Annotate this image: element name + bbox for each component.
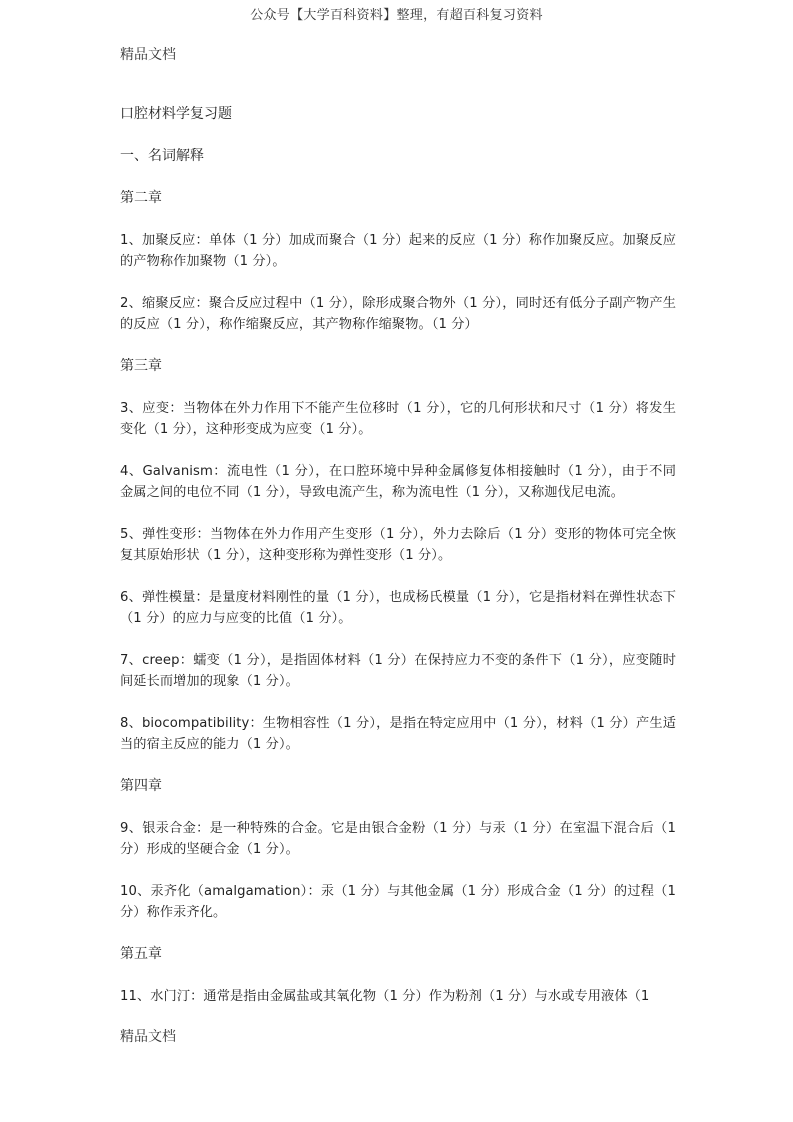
definition-item: 9、银汞合金：是一种特殊的合金。它是由银合金粉（1 分）与汞（1 分）在室温下混合后（1 分）形成的坚硬合金（1 分）。: [120, 821, 676, 857]
definition-item: 8、biocompatibility：生物相容性（1 分），是指在特定应用中（1 分），材料（1 分）产生适当的宿主反应的能力（1 分）。: [120, 716, 676, 752]
definition-item: 2、缩聚反应：聚合反应过程中（1 分），除形成聚合物外（1 分），同时还有低分子副产物产生的反应（1 分），称作缩聚反应，其产物称作缩聚物。（1 分）: [120, 296, 676, 332]
chapter-heading: 第二章: [120, 190, 162, 206]
chapter-heading: 第五章: [120, 946, 162, 962]
definition-item: 7、creep：蠕变（1 分），是指固体材料（1 分）在保持应力不变的条件下（1 分），应变随时间延长而增加的现象（1 分）。: [120, 653, 676, 689]
definition-item: 6、弹性模量：是量度材料刚性的量（1 分），也成杨氏模量（1 分），它是指材料在弹性状态下（1 分）的应力与应变的比值（1 分）。: [120, 590, 676, 626]
definition-item: 11、水门汀：通常是指由金属盐或其氧化物（1 分）作为粉剂（1 分）与水或专用液体（1: [120, 989, 650, 1004]
chapter-heading: 第四章: [120, 778, 162, 794]
watermark-bottom: 精品文档: [120, 1029, 176, 1045]
definition-item: 10、汞齐化（amalgamation）：汞（1 分）与其他金属（1 分）形成合金（1 分）的过程（1 分）称作汞齐化。: [120, 884, 676, 920]
section-heading: 一、名词解释: [120, 148, 204, 164]
top-banner: 公众号【大学百科资料】整理，有超百科复习资料: [250, 8, 543, 23]
watermark-top: 精品文档: [120, 47, 176, 63]
doc-title: 口腔材料学复习题: [120, 106, 232, 122]
definition-item: 4、Galvanism：流电性（1 分），在口腔环境中异种金属修复体相接触时（1 分），由于不同金属之间的电位不同（1 分），导致电流产生，称为流电性（1 分），又称迦伐尼电流。: [120, 464, 676, 500]
chapter-heading: 第三章: [120, 358, 162, 374]
document-body: [120, 104, 676, 1028]
definition-item: 1、加聚反应：单体（1 分）加成而聚合（1 分）起来的反应（1 分）称作加聚反应。加聚反应的产物称作加聚物（1 分）。: [120, 233, 676, 269]
definition-item: 5、弹性变形：当物体在外力作用产生变形（1 分），外力去除后（1 分）变形的物体可完全恢复其原始形状（1 分），这种变形称为弹性变形（1 分）。: [120, 527, 676, 563]
definition-item: 3、应变：当物体在外力作用下不能产生位移时（1 分），它的几何形状和尺寸（1 分）将发生变化（1 分），这种形变成为应变（1 分）。: [120, 401, 676, 437]
